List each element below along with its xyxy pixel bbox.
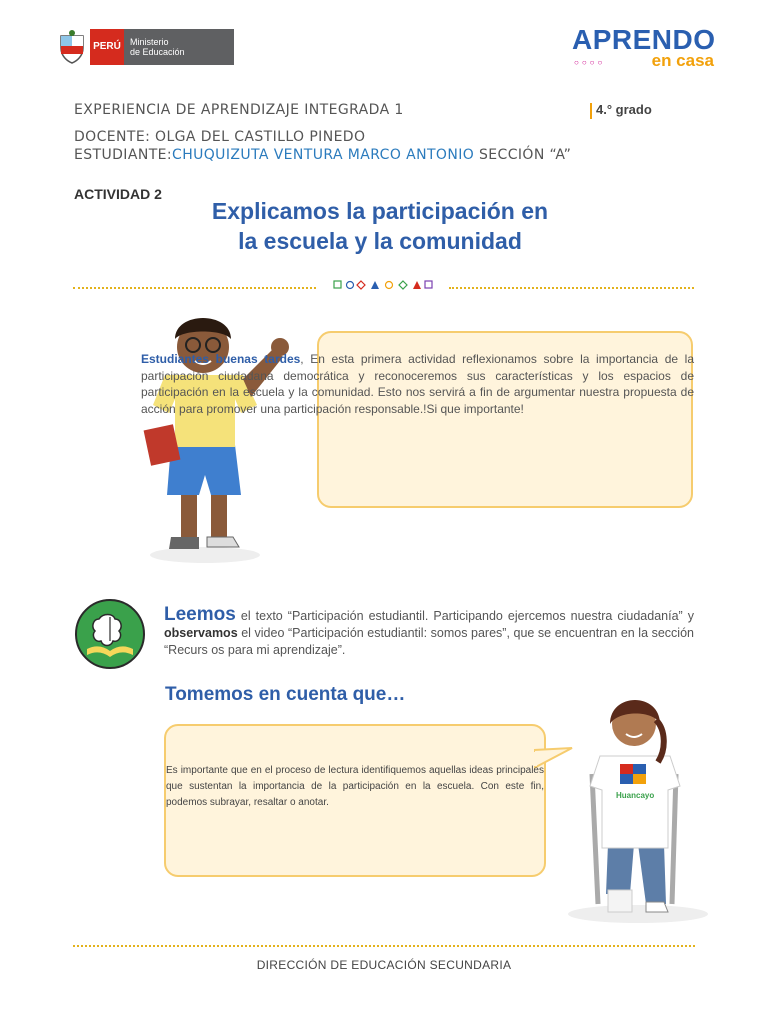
estudiante-label: ESTUDIANTE:	[74, 147, 173, 163]
shirt-text: Huancayo	[616, 791, 655, 800]
reading-brain-icon	[73, 599, 147, 669]
brand-title: APRENDO	[572, 24, 716, 55]
ministry-name	[124, 29, 234, 65]
reading-text2: el video “Participación estudiantil: somos pares”, que se encuentran en la sección “Recurs os para mi aprendizaje”.	[164, 626, 694, 657]
reading-instructions	[164, 606, 694, 659]
ministry-line2: de Educación	[130, 46, 185, 57]
brand-dots-icon: ○○○○	[574, 58, 606, 67]
docente-line: DOCENTE: OLGA DEL CASTILLO PINEDO	[74, 129, 366, 145]
girl-with-crutches-illustration	[558, 694, 713, 926]
reading-text1: el texto “Participación estudiantil. Participando ejercemos nuestra ciudadanía” y	[235, 609, 694, 623]
decorative-shapes-icon	[333, 279, 433, 291]
footer-separator	[73, 945, 695, 947]
experience-title: EXPERIENCIA DE APRENDIZAJE INTEGRADA 1	[74, 102, 404, 118]
activity-title	[150, 196, 610, 256]
seccion-label: SECCIÓN “A”	[474, 147, 572, 163]
intro-text	[141, 351, 694, 417]
ministry-line1: Ministerio	[130, 36, 169, 47]
peru-label: PERÚ	[90, 29, 124, 65]
estudiante-line	[74, 147, 571, 163]
activity-title-line1: Explicamos la participación en	[211, 198, 549, 224]
grade-label	[590, 102, 652, 119]
activity-label: ACTIVIDAD 2	[74, 186, 162, 202]
grade-text: 4.° grado	[596, 102, 652, 117]
grade-divider	[590, 103, 592, 119]
leemos-label: Leemos	[164, 604, 236, 625]
boy-illustration	[135, 305, 295, 570]
brand-subtitle: en casa	[651, 51, 714, 70]
note-text: Es importante que en el proceso de lectura identifiquemos aquellas ideas principales que sustentan la importancia de la participación en la escuela. Con este fin, podemos subrayar, resaltar o anotar.	[166, 765, 544, 808]
aprendo-en-casa-logo	[572, 26, 722, 72]
activity-title-line2: la escuela y la comunidad	[238, 228, 522, 254]
estudiante-name: CHUQUIZUTA VENTURA MARCO ANTONIO	[172, 147, 475, 163]
intro-greeting: Estudiantes buenas tardes	[141, 352, 301, 366]
minedu-logo	[58, 28, 244, 65]
intro-body: , En esta primera actividad reflexionamos sobre la importancia de la participación ciudadana democrática y reconoceremos sus características y los espacios de participación en la escuela y la comunidad. Esto nos servirá a fin de argumentar nuestra propuesta de acción para promover una participación responsable.!Si que importante!	[141, 352, 695, 416]
footer-text: DIRECCIÓN DE EDUCACIÓN SECUNDARIA	[256, 958, 512, 972]
peru-shield-icon	[58, 30, 86, 64]
tomemos-heading: Tomemos en cuenta que…	[165, 684, 406, 705]
separator-right	[449, 287, 694, 289]
observamos-label: observamos	[164, 626, 238, 640]
separator-left	[73, 287, 316, 289]
